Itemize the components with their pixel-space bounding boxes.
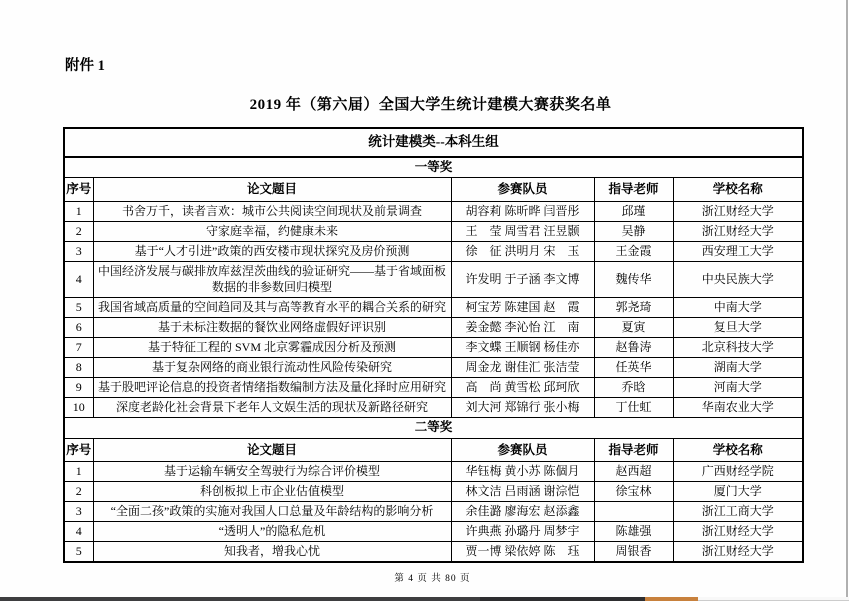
advisor: 赵鲁涛 [594,338,673,358]
column-header-row [64,438,803,461]
section-label-second-prize: 二等奖 [64,418,803,439]
team-members: 许典燕 孙璐丹 周梦宇 [451,521,594,541]
school-name: 广西财经学院 [673,461,803,481]
team-members: 柯宝芳 陈建国 赵 霞 [451,298,594,318]
table-row [64,541,803,562]
school-name: 厦门大学 [673,481,803,501]
row-number: 8 [64,358,93,378]
row-number: 3 [64,501,93,521]
paper-title: 知我者，增我心忧 [93,541,451,562]
table-row [64,501,803,521]
document-title: 2019 年（第六届）全国大学生统计建模大赛获奖名单 [249,97,612,113]
advisor: 吴静 [594,221,673,241]
table-row [64,338,803,358]
row-number: 2 [64,481,93,501]
paper-title: “透明人”的隐私危机 [93,521,451,541]
column-header-row [64,178,803,201]
school-name: 浙江工商大学 [673,501,803,521]
paper-title: 基于运输车辆安全驾驶行为综合评价模型 [93,461,451,481]
section-label-first-prize: 一等奖 [64,157,803,178]
col-header-members: 参赛队员 [451,178,594,201]
scrollbar-strip[interactable] [846,0,848,597]
row-number: 9 [64,378,93,398]
table-row [64,461,803,481]
advisor: 郭尧琦 [594,298,673,318]
advisor [594,501,673,521]
taskbar-segment-accent[interactable] [645,597,698,601]
attachment-label: 附件 1 [65,58,105,74]
table-row [64,398,803,418]
team-members: 胡容莉 陈昕晔 闫晋彤 [451,201,594,221]
school-name: 西安理工大学 [673,241,803,261]
table-row [64,241,803,261]
paper-title: 深度老龄化社会背景下老年人文娱生活的现状及新路径研究 [93,398,451,418]
col-header-members: 参赛队员 [451,438,594,461]
team-members: 姜金懿 李沁怡 江 南 [451,318,594,338]
school-name: 北京科技大学 [673,338,803,358]
taskbar-sliver [0,597,849,601]
advisor: 周银香 [594,541,673,562]
award-table [63,127,804,563]
school-name: 复旦大学 [673,318,803,338]
team-members: 高 尚 黄雪松 邱珂欣 [451,378,594,398]
advisor: 丁仕虹 [594,398,673,418]
col-header-advisor: 指导老师 [594,178,673,201]
table-row [64,378,803,398]
paper-title: 基于“人才引进”政策的西安楼市现状探究及房价预测 [93,241,451,261]
paper-title: 守家庭幸福，约健康未来 [93,221,451,241]
advisor: 王金霞 [594,241,673,261]
team-members: 林文洁 吕雨涵 谢淙恺 [451,481,594,501]
paper-title: 基于股吧评论信息的投资者情绪指数编制方法及量化择时应用研究 [93,378,451,398]
advisor: 任英华 [594,358,673,378]
advisor: 陈雄强 [594,521,673,541]
school-name: 湖南大学 [673,358,803,378]
row-number: 10 [64,398,93,418]
table-row [64,521,803,541]
team-members: 许发明 于子涵 李文博 [451,261,594,298]
col-header-paper: 论文题目 [93,178,451,201]
taskbar-segment-left[interactable] [0,597,480,601]
school-name: 河南大学 [673,378,803,398]
col-header-no: 序号 [64,438,93,461]
team-members: 周金龙 谢佳汇 张洁莹 [451,358,594,378]
col-header-paper: 论文题目 [93,438,451,461]
row-number: 5 [64,298,93,318]
advisor: 徐宝林 [594,481,673,501]
team-members: 徐 征 洪明月 宋 玉 [451,241,594,261]
col-header-no: 序号 [64,178,93,201]
team-members: 余佳潞 廖海宏 赵添鑫 [451,501,594,521]
taskbar-segment-right [698,597,849,601]
paper-title: 基于复杂网络的商业银行流动性风险传染研究 [93,358,451,378]
team-members: 华钰梅 黄小苏 陈個月 [451,461,594,481]
taskbar-segment-mid[interactable] [480,597,645,601]
table-row [64,221,803,241]
row-number: 1 [64,201,93,221]
section-row-second-prize [64,418,803,439]
school-name: 中南大学 [673,298,803,318]
table-row [64,481,803,501]
table-row [64,318,803,338]
row-number: 1 [64,461,93,481]
paper-title: “全面二孩”政策的实施对我国人口总量及年龄结构的影响分析 [93,501,451,521]
team-members: 王 莹 周雪君 汪昱颢 [451,221,594,241]
col-header-school: 学校名称 [673,438,803,461]
paper-title: 我国省域高质量的空间趋同及其与高等教育水平的耦合关系的研究 [93,298,451,318]
team-members: 贾一博 梁依婷 陈 珏 [451,541,594,562]
col-header-school: 学校名称 [673,178,803,201]
school-name: 华南农业大学 [673,398,803,418]
advisor: 赵西超 [594,461,673,481]
table-title: 统计建模类--本科生组 [64,128,803,157]
team-members: 李文蝶 王顺钢 杨佳亦 [451,338,594,358]
advisor: 夏寅 [594,318,673,338]
page-number-footer: 第 4 页 共 80 页 [394,573,471,584]
advisor: 邱瑾 [594,201,673,221]
table-row [64,298,803,318]
school-name: 浙江财经大学 [673,541,803,562]
row-number: 4 [64,521,93,541]
row-number: 3 [64,241,93,261]
advisor: 乔晗 [594,378,673,398]
table-title-row [64,128,803,157]
table-row [64,358,803,378]
table-row [64,261,803,298]
row-number: 4 [64,261,93,298]
school-name: 浙江财经大学 [673,201,803,221]
paper-title: 基于未标注数据的餐饮业网络虚假好评识别 [93,318,451,338]
row-number: 7 [64,338,93,358]
paper-title: 基于特征工程的 SVM 北京雾霾成因分析及预测 [93,338,451,358]
row-number: 5 [64,541,93,562]
section-row-first-prize [64,157,803,178]
team-members: 刘大河 郑锦行 张小梅 [451,398,594,418]
col-header-advisor: 指导老师 [594,438,673,461]
school-name: 浙江财经大学 [673,221,803,241]
row-number: 2 [64,221,93,241]
paper-title: 中国经济发展与碳排放库兹涅茨曲线的验证研究——基于省域面板数据的非参数回归模型 [93,261,451,298]
row-number: 6 [64,318,93,338]
school-name: 浙江财经大学 [673,521,803,541]
advisor: 魏传华 [594,261,673,298]
paper-title: 书舍万千，读者言欢：城市公共阅读空间现状及前景调查 [93,201,451,221]
school-name: 中央民族大学 [673,261,803,298]
paper-title: 科创板拟上市企业估值模型 [93,481,451,501]
table-row [64,201,803,221]
